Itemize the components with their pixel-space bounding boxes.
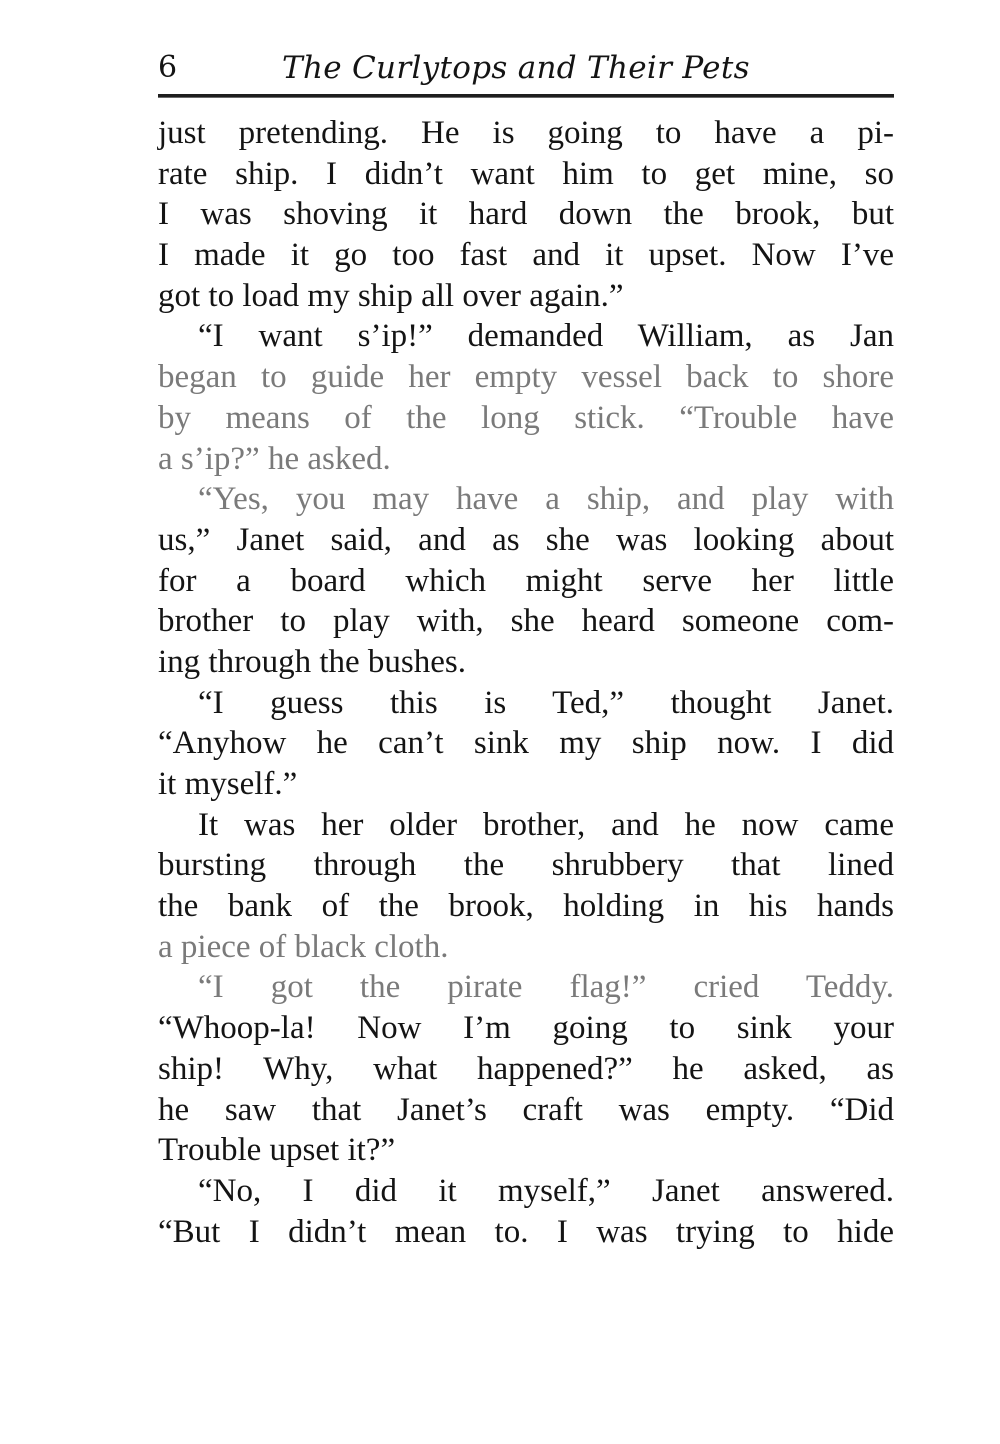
text-line: rate ship. I didn’t want him to get mine, so xyxy=(158,155,894,192)
text-line: “Whoop-la! Now I’m going to sink your xyxy=(158,1010,894,1047)
text-line: bursting through the shrubbery that lined xyxy=(158,847,894,884)
text-line: ship! Why, what happened?” he asked, as xyxy=(158,1050,894,1087)
text-line: “I guess this is Ted,” thought Janet. xyxy=(198,684,894,721)
text-line: “Yes, you may have a ship, and play with xyxy=(198,481,894,518)
text-line: I made it go too fast and it upset. Now I’ve xyxy=(158,237,894,274)
text-line: began to guide her empty vessel back to shore xyxy=(158,359,894,396)
text-line: brother to play with, she heard someone com- xyxy=(158,603,894,640)
text-line: he saw that Janet’s craft was empty. “Did xyxy=(158,1091,894,1128)
text-line: for a board which might serve her little xyxy=(158,562,894,599)
text-line: “I want s’ip!” demanded William, as Jan xyxy=(198,318,894,355)
text-line: us,” Janet said, and as she was looking about xyxy=(158,521,894,558)
text-line: just pretending. He is going to have a pi- xyxy=(158,115,894,151)
page-number: 6 xyxy=(158,50,178,85)
text-line: ing through the bushes. xyxy=(158,643,466,680)
text-line: It was her older brother, and he now came xyxy=(198,806,894,843)
running-title: The Curlytops and Their Pets xyxy=(282,50,750,86)
text-line: I was shoving it hard down the brook, but xyxy=(158,196,894,233)
header-rule xyxy=(158,94,894,98)
text-line: “Anyhow he can’t sink my ship now. I did xyxy=(158,725,894,762)
text-line: a piece of black cloth. xyxy=(158,928,449,965)
text-line: “I got the pirate flag!” cried Teddy. xyxy=(198,969,894,1006)
text-line: by means of the long stick. “Trouble have xyxy=(158,399,894,436)
text-line: Trouble upset it?” xyxy=(158,1132,396,1169)
text-line: got to load my ship all over again.” xyxy=(158,277,624,314)
body-text xyxy=(158,113,894,1252)
page-header xyxy=(158,44,894,96)
text-line: a s’ip?” he asked. xyxy=(158,440,391,477)
text-line: it myself.” xyxy=(158,766,298,802)
text-line: “But I didn’t mean to. I was trying to hide xyxy=(158,1213,894,1250)
text-line: the bank of the brook, holding in his hands xyxy=(158,888,894,925)
text-line: “No, I did it myself,” Janet answered. xyxy=(198,1172,894,1209)
